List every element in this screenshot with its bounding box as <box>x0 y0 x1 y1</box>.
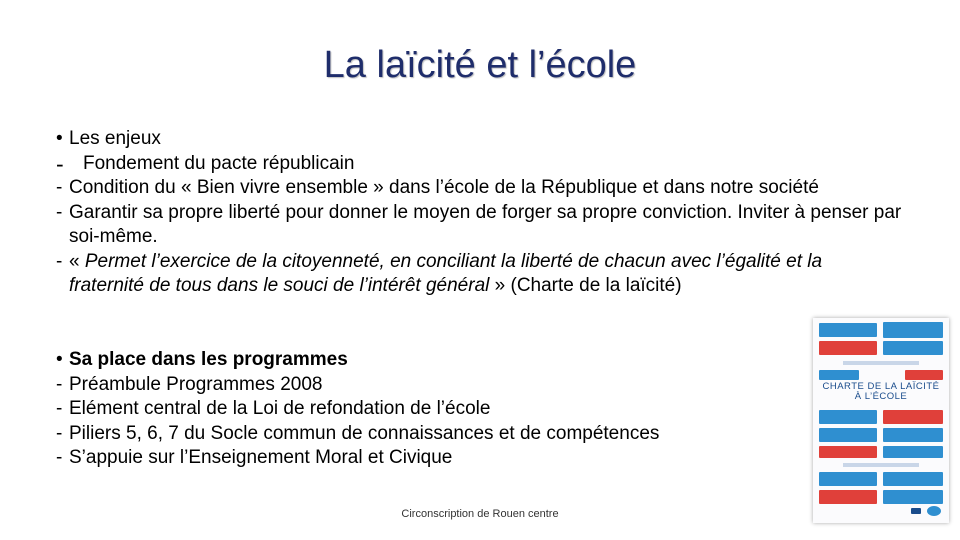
quote-text <box>69 250 899 299</box>
dash-marker: - <box>56 447 63 468</box>
charte-laicite-poster <box>813 318 949 523</box>
list-item <box>56 373 776 398</box>
poster-card <box>819 472 877 486</box>
poster-card <box>883 322 943 338</box>
dash-marker: - <box>56 373 63 395</box>
poster-card <box>883 472 943 486</box>
poster-card <box>905 370 943 380</box>
section-heading-text: Les enjeux <box>69 128 161 149</box>
list-item-text: S’appuie sur l’Enseignement Moral et Civique <box>69 447 453 468</box>
poster-card <box>883 446 943 458</box>
quote-open: « <box>69 250 85 272</box>
list-item <box>56 446 776 471</box>
dash-marker: - <box>56 422 63 444</box>
dash-marker: - <box>56 250 63 272</box>
poster-card <box>883 428 943 442</box>
list-item <box>56 397 776 422</box>
slide-title: La laïcité et l’école <box>323 44 637 86</box>
footer-text: Circonscription de Rouen centre <box>401 508 559 520</box>
poster-card <box>819 428 877 442</box>
poster-card <box>819 370 859 380</box>
poster-band <box>843 463 919 467</box>
list-item <box>56 422 776 447</box>
list-item-text: Condition du « Bien vivre ensemble » dans l’école de la République et dans notre société <box>69 177 819 198</box>
list-item-text: Elément central de la Loi de refondation de l’école <box>69 398 491 419</box>
quote-italic: Permet l’exercice de la citoyenneté, en conciliant la liberté de chacun avec l’égalité et la fraternité de tous dans le souci de l’intérêt général <box>69 250 823 296</box>
flag-icon <box>911 508 921 514</box>
poster-card <box>819 341 877 355</box>
section-heading <box>56 348 776 373</box>
quote-item <box>56 250 906 299</box>
quote-close: » (Charte de la laïcité) <box>489 275 682 296</box>
poster-card <box>819 410 877 424</box>
list-item <box>56 201 906 250</box>
poster-card <box>819 323 877 337</box>
list-item-text: Fondement du pacte républicain <box>83 152 355 174</box>
poster-title-line1: CHARTE DE LA LAÏCITÉ <box>822 381 940 392</box>
list-item <box>56 176 906 201</box>
bullet-marker: • <box>56 349 63 370</box>
section-heading <box>56 127 906 152</box>
section-heading-text: Sa place dans les programmes <box>69 349 348 370</box>
dash-marker: - <box>56 177 63 198</box>
section-enjeux <box>56 127 906 299</box>
poster-card <box>819 490 877 504</box>
list-item-text: Piliers 5, 6, 7 du Socle commun de connaissances et de compétences <box>69 422 660 444</box>
dash-marker: - <box>56 398 63 419</box>
logo-icon <box>927 506 941 516</box>
poster-title-line2: À L’ÉCOLE <box>854 391 908 402</box>
poster-card <box>819 446 877 458</box>
bullet-marker: • <box>56 128 63 149</box>
section-programmes <box>56 348 776 471</box>
list-item-text: Garantir sa propre liberté pour donner le moyen de forger sa propre conviction. Inviter à penser par soi-même. <box>69 201 902 247</box>
poster-card <box>883 410 943 424</box>
poster-card <box>883 490 943 504</box>
list-item-text: Préambule Programmes 2008 <box>69 373 323 395</box>
poster-title <box>813 382 949 402</box>
dash-marker: - <box>56 150 64 177</box>
poster-card <box>883 341 943 355</box>
poster-band <box>843 361 919 365</box>
list-item <box>56 152 906 177</box>
dash-marker: - <box>56 201 63 223</box>
